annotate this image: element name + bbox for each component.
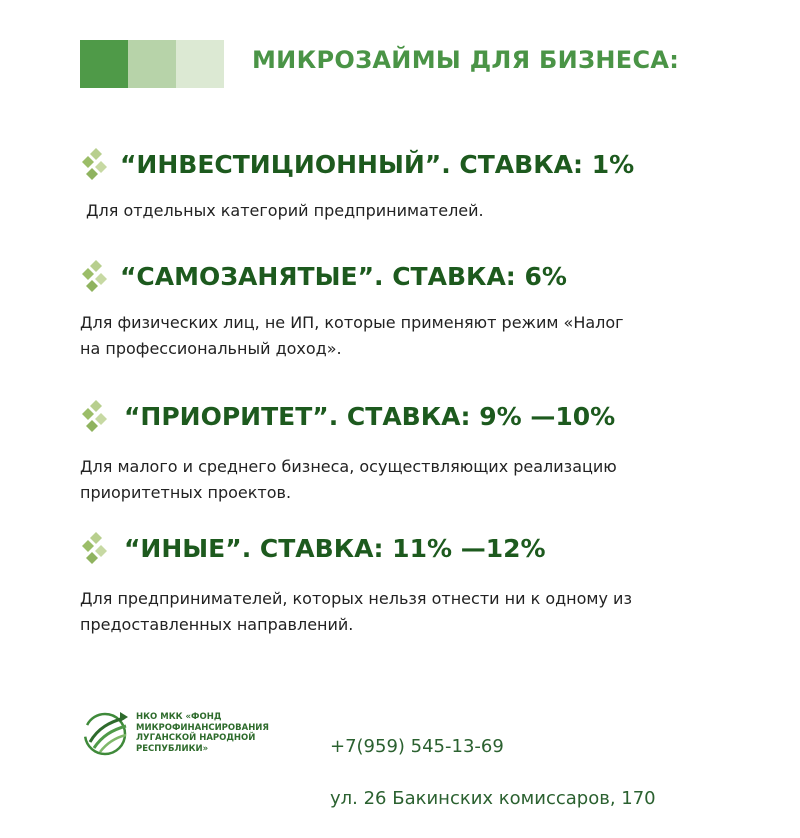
contact-block [330,708,656,838]
section-priority [80,398,740,506]
header-block-light [176,40,224,88]
section-description: Для малого и среднего бизнеса, осуществляющих реализацию приоритетных проектов. [80,457,617,502]
fund-logo-icon [80,708,130,758]
diamonds-icon [80,530,110,570]
diamonds-icon [80,146,110,186]
header-block-medium [128,40,176,88]
diamonds-icon [80,398,110,438]
section-title: “ИНВЕСТИЦИОННЫЙ”. СТАВКА: 1% [120,150,635,179]
section-other [80,530,740,638]
header-block-dark [80,40,128,88]
address: ул. 26 Бакинских комиссаров, 170 [330,788,656,809]
section-header [80,146,740,186]
phone-number[interactable]: +7(959) 545-13-69 [330,736,504,757]
section-header [80,530,740,570]
section-title: “ПРИОРИТЕТ”. СТАВКА: 9% —10% [124,402,616,431]
section-description: Для отдельных категорий предпринимателей. [86,201,484,220]
section-investment [80,146,740,224]
page-title: МИКРОЗАЙМЫ ДЛЯ БИЗНЕСА: [252,46,680,74]
section-header [80,398,740,438]
org-name: НКО МКК «ФОНД МИКРОФИНАНСИРОВАНИЯ ЛУГАНСКОЙ НАРОДНОЙ РЕСПУБЛИКИ» [136,712,269,754]
section-self-employed [80,258,740,362]
section-description: Для физических лиц, не ИП, которые применяют режим «Налог на профессиональный доход». [80,313,624,358]
section-title: “ИНЫЕ”. СТАВКА: 11% —12% [124,534,546,563]
section-title: “САМОЗАНЯТЫЕ”. СТАВКА: 6% [120,262,567,291]
diamonds-icon [80,258,110,298]
section-header [80,258,740,298]
header-blocks [80,40,224,88]
section-description: Для предпринимателей, которых нельзя отнести ни к одному из предоставленных направлений. [80,589,632,634]
